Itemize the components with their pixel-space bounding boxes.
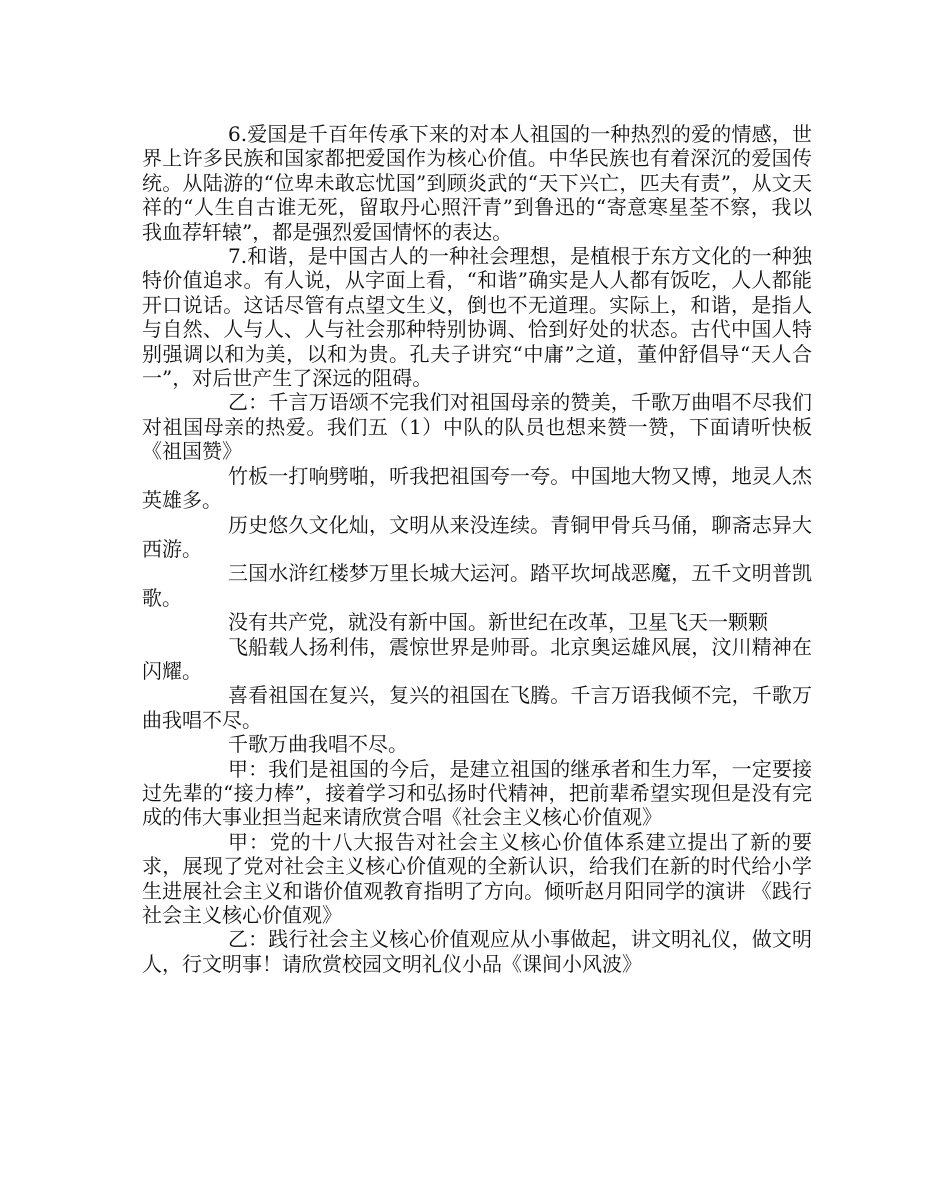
paragraph-harmony: 7.和谐，是中国古人的一种社会理想，是植根于东方文化的一种独特价值追求。有人说，从字面上看，“和谐”确实是人人都有饭吃，人人都能开口说话。这话尽管有点望文生义，倒也不无道理。实际上，和谐，是指人与自然、人与人、人与社会那种特别协调、恰到好处的状态。古代中国人特别强调以和为美，以和为贵。孔夫子讲究“中庸”之道，董仲舒倡导“天人合一”，对后世产生了深远的阻碍。 [142, 244, 812, 391]
paragraph-kuaiban-line-3: 三国水浒红楼梦万里长城大运河。踏平坎坷战恶魔，五千文明普凯歌。 [142, 561, 812, 610]
paragraph-host-b-intro: 乙：千言万语颂不完我们对祖国母亲的赞美，千歌万曲唱不尽我们对祖国母亲的热爱。我们五（1）中队的队员也想来赞一赞，下面请听快板《祖国赞》 [142, 390, 812, 464]
paragraph-host-a-chorus: 甲：我们是祖国的今后，是建立祖国的继承者和生力军，一定要接过先辈的“接力棒”，接着学习和弘扬时代精神，把前辈希望实现但是没有完成的伟大事业担当起来请欣赏合唱《社会主义核心价值观》 [142, 756, 812, 830]
paragraph-kuaiban-line-6: 喜看祖国在复兴，复兴的祖国在飞腾。千言万语我倾不完，千歌万曲我唱不尽。 [142, 683, 812, 732]
paragraph-kuaiban-line-1: 竹板一打响劈啪，听我把祖国夸一夸。中国地大物又博，地灵人杰英雄多。 [142, 463, 812, 513]
paragraph-patriotism: 6.爱国是千百年传承下来的对本人祖国的一种热烈的爱的情感，世界上许多民族和国家都把爱国作为核心价值。中华民族也有着深沉的爱国传统。从陆游的“位卑未敢忘忧国”到顾炎武的“天下兴亡，匹夫有责”，从文天祥的“人生自古谁无死，留取丹心照汗青”到鲁迅的“寄意寒星荃不察，我以我血荐轩辕”，都是强烈爱国情怀的表达。 [142, 122, 812, 244]
paragraph-host-b-sketch: 乙：践行社会主义核心价值观应从小事做起，讲文明礼仪，做文明人，行文明事！请欣赏校园文明礼仪小品《课间小风波》 [142, 927, 812, 976]
paragraph-host-a-speech: 甲：党的十八大报告对社会主义核心价值体系建立提出了新的要求，展现了党对社会主义核心价值观的全新认识，给我们在新的时代给小学生进展社会主义和谐价值观教育指明了方向。倾听赵月阳同学的演讲 《践行社会主义核心价值观》 [142, 829, 812, 927]
paragraph-kuaiban-line-7: 千歌万曲我唱不尽。 [228, 732, 408, 757]
paragraph-kuaiban-line-4: 没有共产党，就没有新中国。新世纪在改革，卫星飞天一颗颗 [228, 610, 768, 635]
document-body [142, 122, 812, 976]
paragraph-kuaiban-line-2: 历史悠久文化灿，文明从来没连续。青铜甲骨兵马俑，聊斋志异大西游。 [142, 512, 812, 561]
paragraph-kuaiban-line-5: 飞船载人扬利伟，震惊世界是帅哥。北京奥运雄风展，汶川精神在闪耀。 [142, 634, 812, 683]
